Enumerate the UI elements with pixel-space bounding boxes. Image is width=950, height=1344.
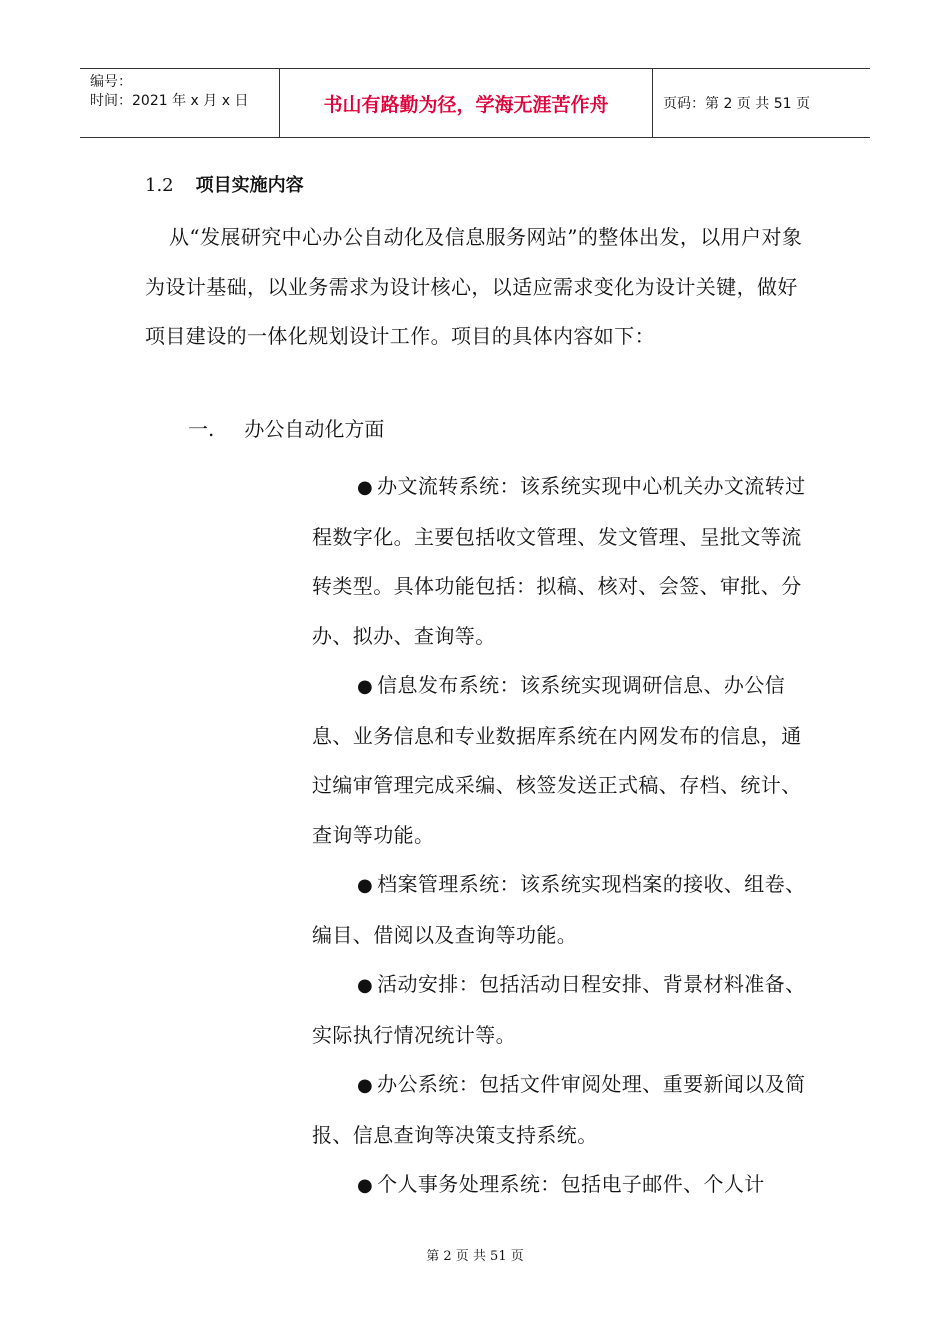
section-title: 项目实施内容 [195, 175, 304, 196]
bullet-first-line [312, 474, 765, 498]
bullet-text-rest: 卷、编目、借阅以及查询等功能。 [312, 872, 806, 947]
bullet-dot-icon: ● [357, 1075, 374, 1096]
bullet-text-rest: 及简报、信息查询等决策支持系统。 [312, 1072, 806, 1147]
subsection-marker: 一. [188, 417, 215, 441]
bullet-dot-icon: ● [357, 875, 374, 896]
bullet-text-rest: 信息、业务信息和专业数据库系统在内网发布的信息，通过编审管理完成采编、核签发送正式稿、存档、统计、查询等功能。 [312, 673, 802, 847]
bullet-first-line [312, 1072, 765, 1096]
bullet-item [312, 1160, 812, 1211]
bullet-item [312, 462, 812, 661]
subsection-title: 办公自动化方面 [244, 417, 385, 441]
header-page-code: 页码：第 2 页 共 51 页 [663, 96, 810, 112]
bullet-text-rest: 备、实际执行情况统计等。 [312, 972, 806, 1047]
header-table [80, 68, 870, 138]
bullet-text-start: 个人事务处理系统：包括电子邮件、个人计 [377, 1172, 765, 1196]
time-label: 时间：2021 年 x 月 x 日 [90, 93, 249, 109]
bullet-text-start: 档案管理系统：该系统实现档案的接收、组 [377, 872, 765, 896]
section-heading [145, 171, 304, 197]
bullet-first-line [312, 673, 765, 697]
bullet-first-line [312, 972, 765, 996]
page-footer: 第 2 页 共 51 页 [426, 1249, 524, 1264]
section-number: 1.2 [145, 175, 174, 196]
header-slogan: 书山有路勤为径，学海无涯苦作舟 [280, 69, 653, 137]
bullet-dot-icon: ● [357, 477, 374, 498]
bullet-dot-icon: ● [357, 676, 374, 697]
bullet-text-start: 办公系统：包括文件审阅处理、重要新闻以 [377, 1072, 765, 1096]
bullet-text-rest: 转过程数字化。主要包括收文管理、发文管理、呈批文等流转类型。具体功能包括：拟稿、核对、会签、审批、分办、拟办、查询等。 [312, 474, 806, 648]
bullet-text-start: 办文流转系统：该系统实现中心机关办文流 [377, 474, 765, 498]
bullet-text-start: 活动安排：包括活动日程安排、背景材料准 [377, 972, 765, 996]
number-label: 编号： [90, 74, 132, 90]
bullet-first-line [312, 1172, 765, 1196]
bullet-item [312, 1060, 812, 1160]
bullet-item [312, 661, 812, 860]
bullet-dot-icon: ● [357, 1175, 374, 1196]
bullet-list [312, 462, 812, 1211]
header-meta [80, 69, 280, 137]
bullet-dot-icon: ● [357, 975, 374, 996]
intro-paragraph: 从“发展研究中心办公自动化及信息服务网站”的整体出发，以用户对象为设计基础，以业务需求为设计核心，以适应需求变化为设计关键，做好项目建设的一体化规划设计工作。项目的具体内容如下： [145, 225, 803, 348]
bullet-item [312, 860, 812, 960]
subsection-heading [188, 413, 384, 442]
bullet-item [312, 960, 812, 1060]
bullet-text-start: 信息发布系统：该系统实现调研信息、办公 [377, 673, 765, 697]
bullet-first-line [312, 872, 765, 896]
